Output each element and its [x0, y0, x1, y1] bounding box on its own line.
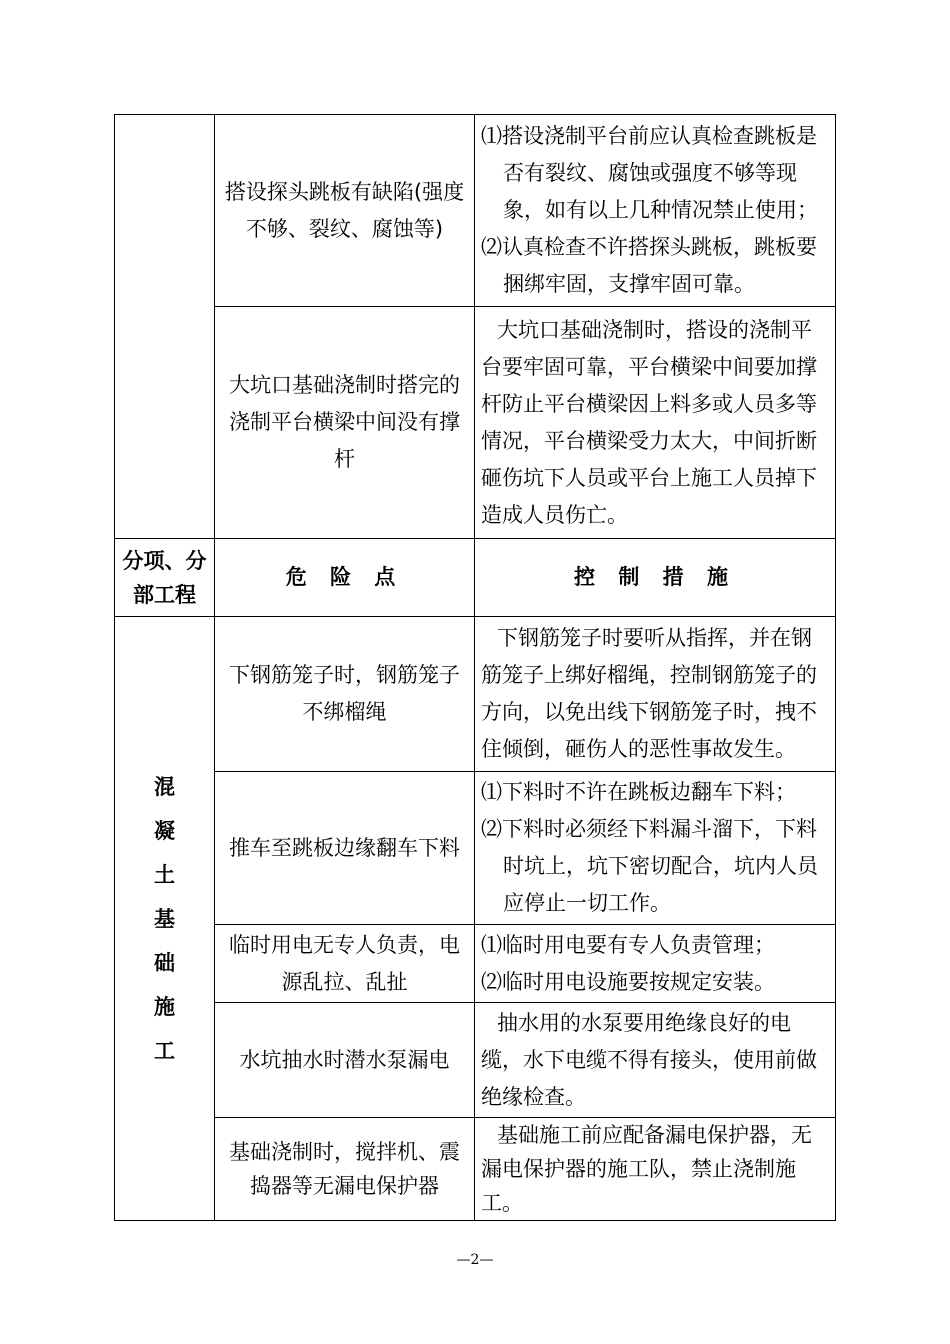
measure-text: 抽水用的水泵要用绝缘良好的电缆，水下电缆不得有接头，使用前做绝缘检查。 — [481, 1010, 817, 1109]
hazard-cell: 搭设探头跳板有缺陷(强度不够、裂纹、腐蚀等) — [215, 115, 475, 307]
category-char: 施 — [154, 994, 175, 1019]
category-char: 土 — [154, 862, 175, 887]
table-row — [115, 115, 836, 307]
measure-cell — [475, 307, 836, 539]
hazard-cell: 大坑口基础浇制时搭完的浇制平台横梁中间没有撑杆 — [215, 307, 475, 539]
safety-measures-table — [114, 114, 836, 1221]
measure-cell — [475, 1118, 836, 1221]
table-row — [115, 925, 836, 1003]
hazard-cell: 临时用电无专人负责，电源乱拉、乱扯 — [215, 925, 475, 1003]
page-number: —2— — [456, 1252, 494, 1268]
measure-text: 基础施工前应配备漏电保护器，无漏电保护器的施工队，禁止浇制施工。 — [481, 1123, 812, 1215]
table-row — [115, 772, 836, 925]
measure-item: ⑵下料时必须经下料漏斗溜下，下料时坑上，坑下密切配合，坑内人员应停止一切工作。 — [481, 817, 818, 915]
category-cell-continued — [115, 115, 215, 539]
header-measure: 控 制 措 施 — [475, 539, 836, 617]
table-row — [115, 307, 836, 539]
table-row — [115, 1118, 836, 1221]
category-char: 工 — [154, 1038, 175, 1063]
measure-item: ⑴搭设浇制平台前应认真检查跳板是否有裂纹、腐蚀或强度不够等现象，如有以上几种情况禁止使用； — [481, 124, 818, 222]
measure-item: ⑴临时用电要有专人负责管理； — [481, 932, 775, 957]
measure-cell — [475, 115, 836, 307]
measure-cell — [475, 1003, 836, 1118]
measure-cell — [475, 925, 836, 1003]
table-header-row — [115, 539, 836, 617]
hazard-cell: 推车至跳板边缘翻车下料 — [215, 772, 475, 925]
hazard-cell: 下钢筋笼子时，钢筋笼子不绑榴绳 — [215, 617, 475, 772]
table-row — [115, 1003, 836, 1118]
measure-item: ⑵临时用电设施要按规定安装。 — [481, 969, 775, 994]
table-row — [115, 617, 836, 772]
measure-text: 下钢筋笼子时要听从指挥，并在钢筋笼子上绑好榴绳，控制钢筋笼子的方向，以免出线下钢筋笼子时，拽不住倾倒，砸伤人的恶性事故发生。 — [481, 626, 817, 761]
category-char: 混 — [154, 774, 175, 799]
measure-text: 大坑口基础浇制时，搭设的浇制平台要牢固可靠，平台横梁中间要加撑杆防止平台横梁因上料多或人员多等情况，平台横梁受力太大，中间折断砸伤坑下人员或平台上施工人员掉下造成人员伤亡。 — [481, 317, 817, 527]
hazard-cell: 基础浇制时，搅拌机、震捣器等无漏电保护器 — [215, 1118, 475, 1221]
category-cell — [115, 617, 215, 1221]
measure-cell — [475, 772, 836, 925]
measure-item: ⑴下料时不许在跳板边翻车下料； — [481, 780, 796, 804]
header-hazard: 危 险 点 — [215, 539, 475, 617]
hazard-cell: 水坑抽水时潜水泵漏电 — [215, 1003, 475, 1118]
category-char: 基 — [154, 906, 175, 931]
measure-item: ⑵认真检查不许搭探头跳板，跳板要捆绑牢固，支撑牢固可靠。 — [481, 235, 817, 296]
header-category: 分项、分部工程 — [115, 539, 215, 617]
category-char: 凝 — [154, 818, 175, 843]
measure-cell — [475, 617, 836, 772]
category-char: 础 — [154, 950, 175, 975]
